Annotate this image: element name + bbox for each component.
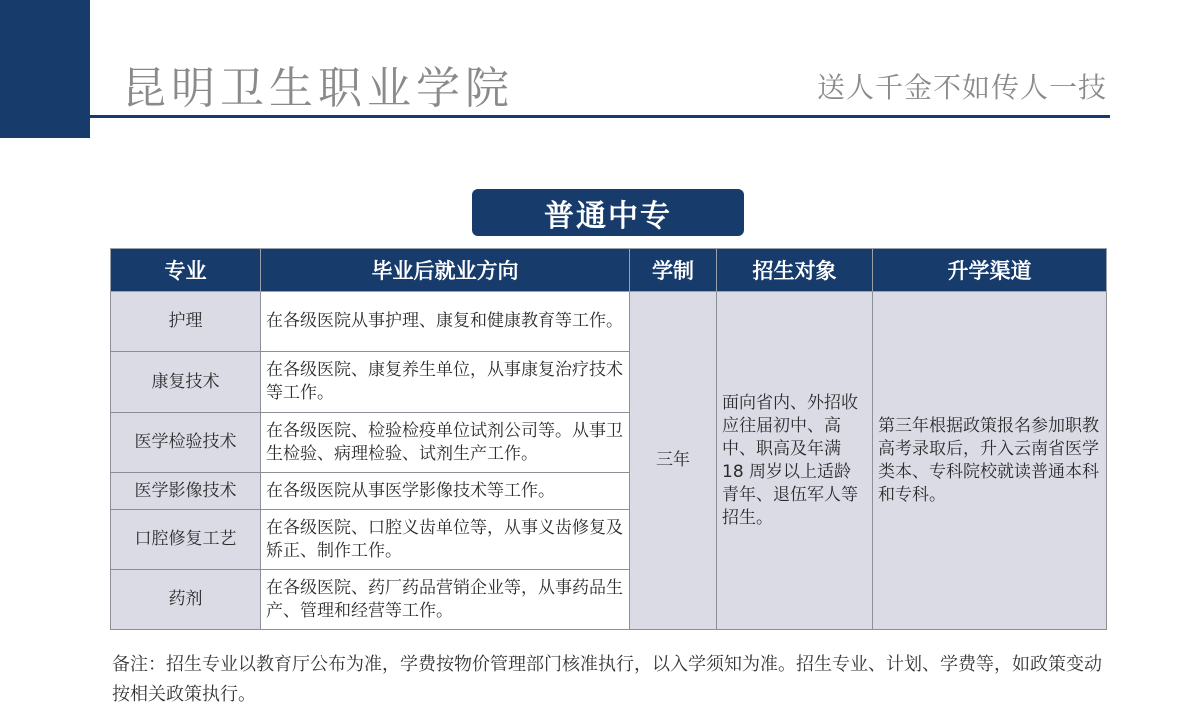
pathway-cell: 第三年根据政策报名参加职教高考录取后，升入云南省医学类本、专科院校就读普通本科和专科。 — [873, 292, 1107, 630]
major-cell: 医学检验技术 — [111, 413, 261, 473]
career-cell: 在各级医院、检验检疫单位试剂公司等。从事卫生检验、病理检验、试剂生产工作。 — [261, 413, 630, 473]
major-cell: 医学影像技术 — [111, 473, 261, 510]
target-cell: 面向省内、外招收应往届初中、高中、职高及年满 18 周岁以上适龄青年、退伍军人等招生。 — [717, 292, 873, 630]
header-career: 毕业后就业方向 — [261, 249, 630, 292]
table-row — [111, 292, 1107, 352]
career-cell: 在各级医院、口腔义齿单位等，从事义齿修复及矫正、制作工作。 — [261, 510, 630, 570]
header-duration: 学制 — [630, 249, 717, 292]
footnote: 备注：招生专业以教育厅公布为准，学费按物价管理部门核准执行，以入学须知为准。招生专业、计划、学费等，如政策变动按相关政策执行。 — [112, 654, 1102, 705]
school-name: 昆明卫生职业学院 — [122, 63, 514, 114]
header-divider — [90, 115, 1110, 118]
major-cell: 口腔修复工艺 — [111, 510, 261, 570]
header-target: 招生对象 — [717, 249, 873, 292]
program-table — [110, 248, 1107, 630]
table-header-row — [111, 249, 1107, 292]
career-cell: 在各级医院、药厂药品营销企业等，从事药品生产、管理和经营等工作。 — [261, 570, 630, 630]
career-cell: 在各级医院从事护理、康复和健康教育等工作。 — [261, 292, 630, 352]
header-pathway: 升学渠道 — [873, 249, 1107, 292]
major-cell: 康复技术 — [111, 352, 261, 413]
major-cell: 药剂 — [111, 570, 261, 630]
major-cell: 护理 — [111, 292, 261, 352]
header-major: 专业 — [111, 249, 261, 292]
slogan: 送人千金不如传人一技 — [816, 71, 1107, 104]
section-title: 普通中专 — [472, 189, 744, 236]
header-corner-block — [0, 0, 90, 138]
duration-cell: 三年 — [630, 292, 717, 630]
career-cell: 在各级医院从事医学影像技术等工作。 — [261, 473, 630, 510]
career-cell: 在各级医院、康复养生单位，从事康复治疗技术等工作。 — [261, 352, 630, 413]
